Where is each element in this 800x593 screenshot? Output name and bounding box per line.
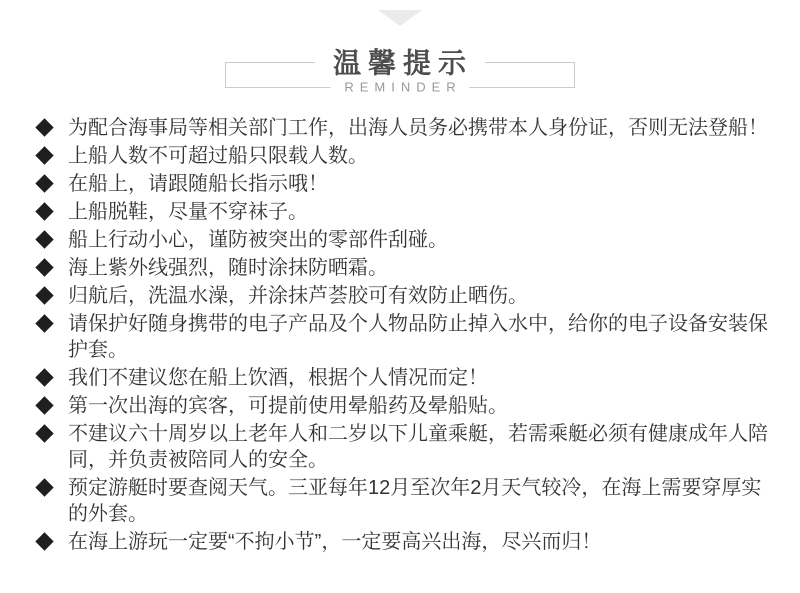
list-item xyxy=(36,475,778,527)
reminder-text: 海上紫外线强烈，随时涂抹防晒霜。 xyxy=(68,257,388,279)
reminder-text: 不建议六十周岁以上老年人和二岁以下儿童乘艇，若需乘艇必须有健康成年人陪同，并负责被陪同人的安全。 xyxy=(68,423,768,471)
reminder-text: 上船脱鞋，尽量不穿袜子。 xyxy=(68,201,308,223)
diamond-bullet-icon xyxy=(35,424,53,442)
list-item xyxy=(36,171,778,197)
list-item xyxy=(36,311,778,363)
reminder-text: 船上行动小心，谨防被突出的零部件刮碰。 xyxy=(68,229,448,251)
reminder-text: 我们不建议您在船上饮酒，根据个人情况而定！ xyxy=(68,367,488,389)
reminder-text: 在船上，请跟随船长指示哦！ xyxy=(68,173,328,195)
diamond-bullet-icon xyxy=(35,396,53,414)
reminder-text: 预定游艇时要查阅天气。三亚每年12月至次年2月天气较冷，在海上需要穿厚实的外套。 xyxy=(68,477,762,525)
list-item xyxy=(36,115,778,141)
list-item xyxy=(36,255,778,281)
reminder-notice-page xyxy=(0,10,800,593)
reminder-text: 归航后，洗温水澡，并涂抹芦荟胶可有效防止晒伤。 xyxy=(68,285,528,307)
list-item xyxy=(36,529,778,555)
diamond-bullet-icon xyxy=(35,202,53,220)
reminder-text: 为配合海事局等相关部门工作，出海人员务必携带本人身份证，否则无法登船！ xyxy=(68,117,768,139)
reminder-text: 第一次出海的宾客，可提前使用晕船药及晕船贴。 xyxy=(68,395,508,417)
diamond-bullet-icon xyxy=(35,532,53,550)
diamond-bullet-icon xyxy=(35,314,53,332)
list-item xyxy=(36,283,778,309)
page-subtitle: REMINDER xyxy=(330,80,469,95)
list-item xyxy=(36,365,778,391)
diamond-bullet-icon xyxy=(35,174,53,192)
diamond-bullet-icon xyxy=(35,258,53,276)
list-item xyxy=(36,227,778,253)
reminder-text: 请保护好随身携带的电子产品及个人物品防止掉入水中，给你的电子设备安装保护套。 xyxy=(68,313,768,361)
list-item xyxy=(36,143,778,169)
diamond-bullet-icon xyxy=(35,146,53,164)
reminder-text: 在海上游玩一定要“不拘小节”，一定要高兴出海，尽兴而归！ xyxy=(68,531,602,553)
reminder-text: 上船人数不可超过船只限载人数。 xyxy=(68,145,368,167)
down-triangle-icon xyxy=(378,10,422,26)
diamond-bullet-icon xyxy=(35,118,53,136)
list-item xyxy=(36,199,778,225)
list-item xyxy=(36,421,778,473)
page-title: 温馨提示 xyxy=(315,41,485,81)
diamond-bullet-icon xyxy=(35,368,53,386)
header-frame xyxy=(225,47,575,95)
diamond-bullet-icon xyxy=(35,478,53,496)
diamond-bullet-icon xyxy=(35,286,53,304)
list-item xyxy=(36,393,778,419)
diamond-bullet-icon xyxy=(35,230,53,248)
reminder-list xyxy=(36,115,778,555)
